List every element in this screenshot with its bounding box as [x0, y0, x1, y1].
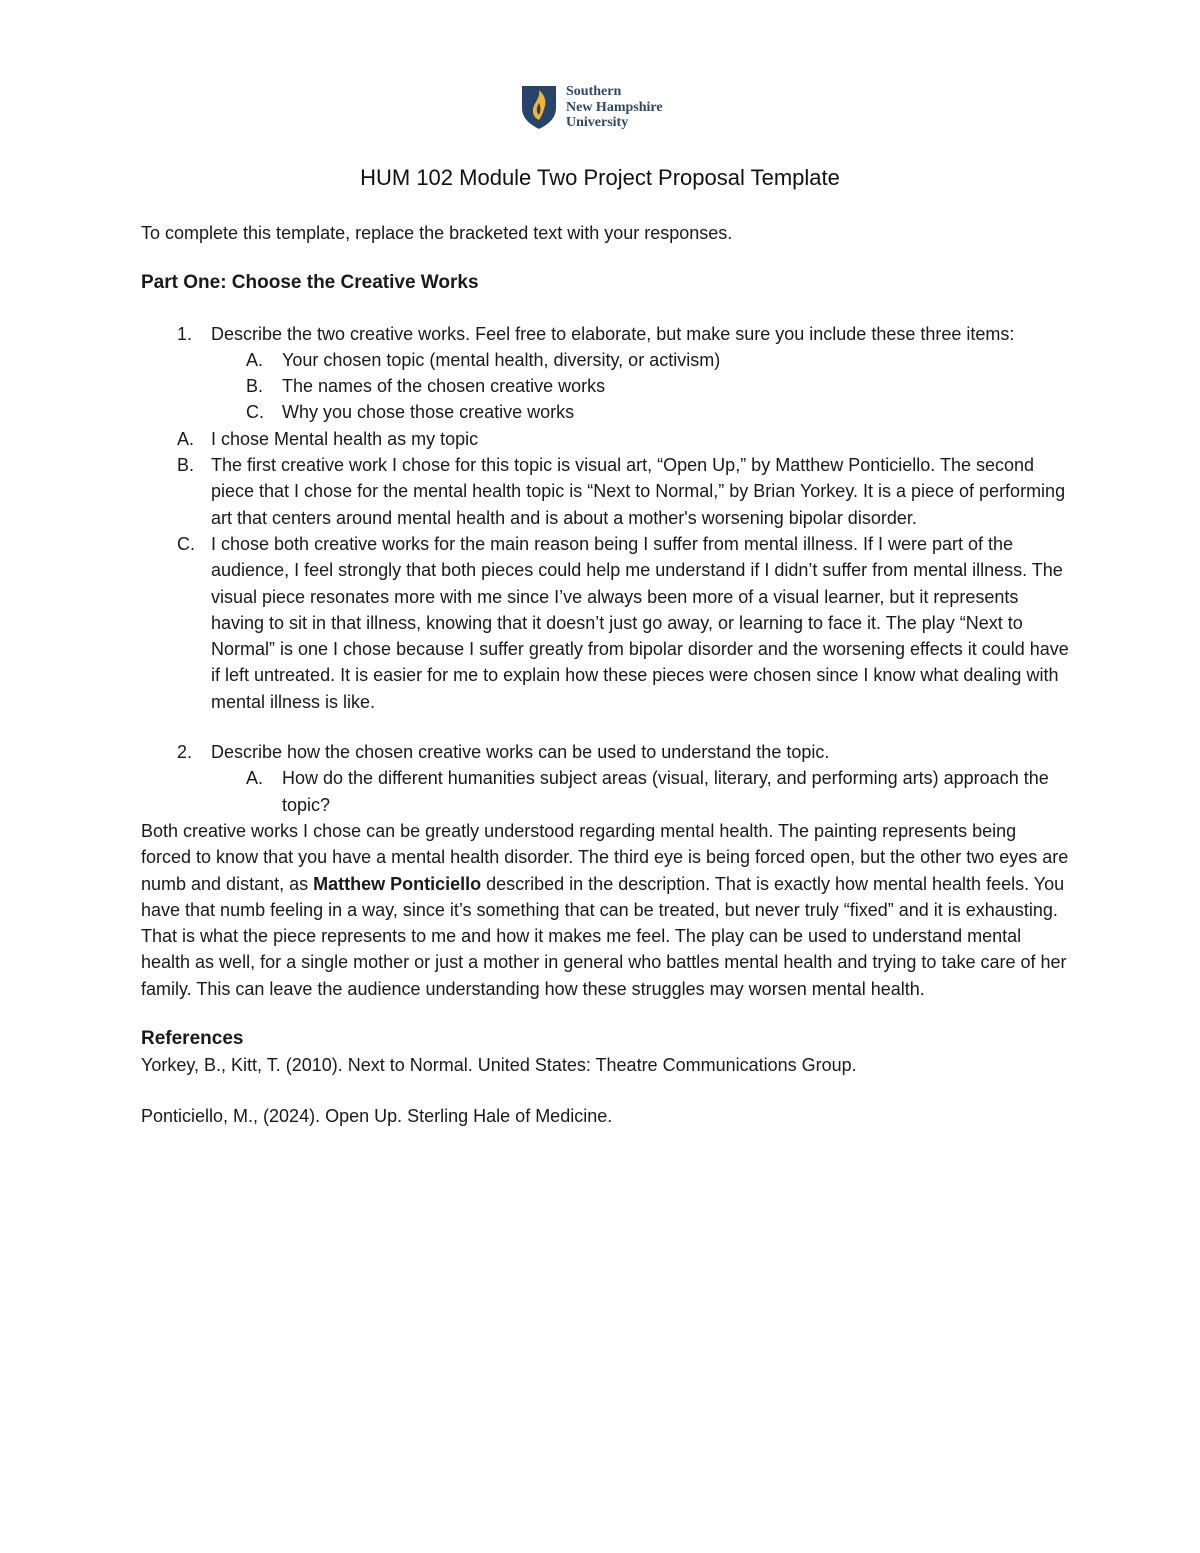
page-title: HUM 102 Module Two Project Proposal Template: [360, 165, 840, 190]
list-marker: B.: [246, 376, 264, 397]
answer-a: [141, 426, 1071, 452]
question-text: Describe how the chosen creative works can be used to understand the topic.: [211, 742, 830, 763]
question-1: [141, 321, 1071, 347]
answer-c: [141, 531, 1071, 715]
answer-text: The first creative work I chose for this topic is visual art, “Open Up,” by Matthew Ponticiello. The second piece that I chose for the mental health topic is “Next to Normal,” by Brian Yorkey. It is a piece of performing art that centers around mental health and is about a mother's worsening bipolar disorder.: [211, 455, 1066, 528]
logo-wordmark: [566, 84, 663, 131]
reference-item: Yorkey, B., Kitt, T. (2010). Next to Normal. United States: Theatre Communications Group.: [141, 1055, 857, 1076]
list-marker: A.: [246, 349, 264, 370]
logo-line-3: University: [566, 115, 629, 130]
answer-text: I chose both creative works for the main reason being I suffer from mental illness. If I were part of the audience, I feel strongly that both pieces could help me understand if I didn’t suffer from mental illness. The visual piece resonates more with me since I’ve always been more of a visual learner, but it represents having to sit in that illness, knowing that it doesn’t just go away, or learning to face it. The play “Next to Normal” is one I chose because I suffer greatly from bipolar disorder and the worsening effects it could have if left untreated. It is easier for me to explain how these pieces were chosen since I know what dealing with mental illness is like.: [211, 533, 1069, 712]
list-item: [141, 765, 1071, 818]
answer-marker: A.: [177, 428, 195, 449]
question-2-answer: [141, 818, 1071, 1002]
part-one-heading: Part One: Choose the Creative Works: [141, 272, 479, 294]
shield-flame-icon: [520, 84, 558, 130]
document-body: [141, 220, 1071, 1129]
answer-text: I chose Mental health as my topic: [211, 428, 479, 449]
snhu-logo: [520, 84, 663, 131]
artist-name: Matthew Ponticiello: [313, 873, 482, 894]
question-number: 2.: [177, 742, 193, 763]
references-heading: References: [141, 1028, 244, 1050]
answer-text-part-2: described in the description. That is exactly how mental health feels. You have that numb feeling in a way, since it’s something that can be treated, but never truly “fixed” and it is exhausting. That is what the piece represents to me and how it makes me feel. The play can be used to understand mental health as well, for a single mother or just a mother in general who battles mental health and trying to take care of her family. This can leave the audience understanding how these struggles may worsen mental health.: [141, 873, 1067, 999]
answer-marker: B.: [177, 455, 195, 476]
list-marker: A.: [246, 768, 264, 789]
logo-line-1: Southern: [566, 84, 622, 99]
answer-text-part-1: Both creative works I chose can be greatly understood regarding mental health. The painting represents being forced to know that you have a mental health disorder. The third eye is being forced open, but the other two eyes are numb and distant, as: [141, 820, 1069, 894]
list-item-text: The names of the chosen creative works: [282, 376, 606, 397]
list-item-text: Your chosen topic (mental health, diversity, or activism): [282, 349, 721, 370]
answer-marker: C.: [177, 533, 195, 554]
list-marker: C.: [246, 402, 264, 423]
list-item-text: Why you chose those creative works: [282, 402, 575, 423]
list-item: [141, 373, 1071, 399]
list-item-text: How do the different humanities subject areas (visual, literary, and performing arts) approach the topic?: [282, 768, 1049, 815]
reference-item: Ponticiello, M., (2024). Open Up. Sterling Hale of Medicine.: [141, 1105, 613, 1126]
intro-text: To complete this template, replace the bracketed text with your responses.: [141, 223, 733, 243]
question-text: Describe the two creative works. Feel free to elaborate, but make sure you include these three items:: [211, 323, 1015, 344]
logo-line-2: New Hampshire: [566, 99, 663, 115]
question-2: [141, 739, 1071, 765]
list-item: [141, 399, 1071, 425]
question-number: 1.: [177, 323, 193, 344]
answer-b: [141, 452, 1071, 531]
list-item: [141, 347, 1071, 373]
